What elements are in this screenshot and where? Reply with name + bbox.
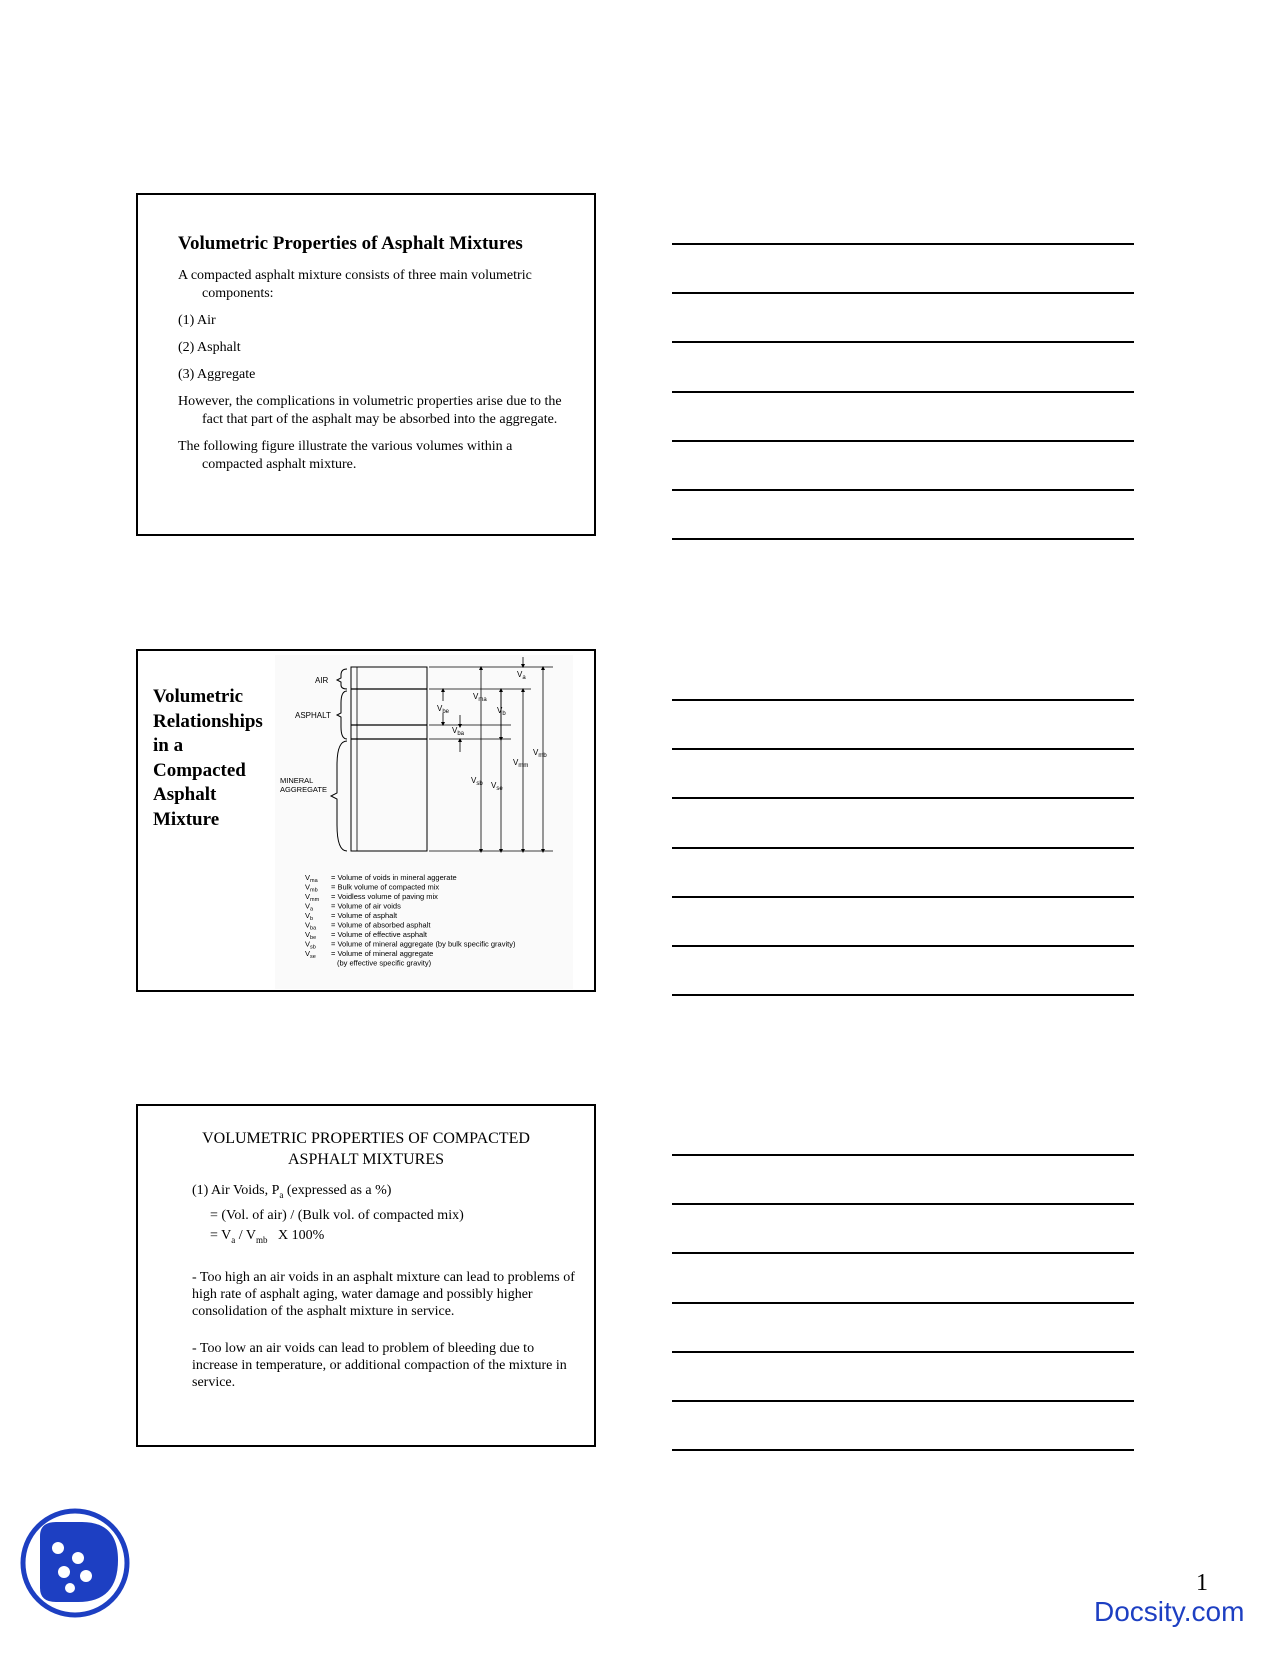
label-asphalt: ASPHALT	[295, 711, 331, 720]
svg-text:= Volume of mineral aggregate: = Volume of mineral aggregate (by bulk specific gravity)	[331, 939, 516, 949]
title-line: VOLUMETRIC PROPERTIES OF COMPACTED	[202, 1130, 530, 1147]
slide-volumetric-properties	[136, 193, 596, 536]
notes-line	[672, 1449, 1134, 1451]
notes-line	[672, 994, 1134, 996]
svg-text:= Volume of voids in mineral a: = Volume of voids in mineral aggerate	[331, 873, 457, 882]
svg-text:= Volume of asphalt: = Volume of asphalt	[331, 911, 398, 920]
low-air-voids-paragraph: - Too low an air voids can lead to problem of bleeding due to increase in temperature, or additional compaction of the mixture in service.	[192, 1340, 567, 1390]
svg-text:Va: $V_a$	[305, 901, 314, 913]
svg-text:(by effective specific gravity: (by effective specific gravity)	[337, 958, 432, 968]
list-item: (2) Asphalt	[178, 340, 241, 355]
diagram-legend	[305, 873, 516, 968]
notes-line	[672, 440, 1134, 442]
slide-title	[158, 1128, 574, 1170]
notes-line	[672, 1154, 1134, 1156]
notes-line	[672, 748, 1134, 750]
notes-line	[672, 292, 1134, 294]
notes-line	[672, 538, 1134, 540]
svg-text:Vmm: $V_{mm}$	[305, 892, 320, 903]
svg-text:= Volume of air voids: = Volume of air voids	[331, 901, 401, 911]
svg-text:Vbe: $V_{be}$	[305, 930, 317, 941]
slide-air-voids	[136, 1104, 596, 1447]
label-vba: $V_{ba}$	[452, 726, 465, 737]
svg-text:Vma: $V_{ma}$	[305, 873, 318, 884]
label-vmb: $V_{mb}$	[533, 748, 547, 759]
notes-line	[672, 341, 1134, 343]
svg-text:Vsb: $V_{sb}$	[305, 939, 316, 951]
slide-body	[192, 1182, 577, 1391]
complication-paragraph: However, the complications in volumetric properties arise due to the fact that part of the asphalt may be absorbed into the aggregate.	[178, 394, 562, 427]
list-item: (1) Air	[178, 313, 216, 328]
svg-text:Vse: $V_{se}$	[305, 949, 316, 960]
svg-text:= Voidless volume of paving mi: = Voidless volume of paving mix	[331, 892, 438, 901]
notes-line	[672, 243, 1134, 245]
volumetric-diagram	[275, 655, 573, 989]
label-aggregate: AGGREGATE	[280, 785, 327, 794]
svg-text:Vb: $V_b$	[305, 911, 314, 922]
intro-paragraph: A compacted asphalt mixture consists of three main volumetric components:	[178, 268, 532, 301]
figure-intro-paragraph: The following figure illustrate the various volumes within a compacted asphalt mixture.	[178, 439, 513, 472]
high-air-voids-paragraph: - Too high an air voids in an asphalt mixture can lead to problems of high rate of asphalt aging, water damage and possibly higher consolidation of the asphalt mixture in service.	[192, 1269, 575, 1319]
notes-line	[672, 847, 1134, 849]
label-vsb: $V_{sb}$	[471, 776, 483, 787]
notes-line	[672, 945, 1134, 947]
mix-column	[351, 667, 427, 851]
notes-line	[672, 1203, 1134, 1205]
slide-volumetric-relationships	[136, 649, 596, 992]
label-air: AIR	[315, 676, 329, 685]
label-mineral: MINERAL	[280, 776, 314, 785]
air-voids-formula: (1) Air Voids, $P_a$ (expressed as a %)	[192, 1183, 392, 1200]
slide-title: Volumetric Relationships in a Compacted Asphalt Mixture	[153, 686, 263, 830]
notes-line	[672, 1302, 1134, 1304]
slide-title: Volumetric Properties of Asphalt Mixtures	[178, 233, 523, 254]
notes-line	[672, 896, 1134, 898]
title-line: ASPHALT MIXTURES	[287, 1151, 445, 1168]
notes-line	[672, 1252, 1134, 1254]
label-va: $V_a$	[517, 670, 526, 681]
formula-ratio: = $V_a / V_{mb}$ X 100%	[210, 1227, 325, 1245]
page-number: 1	[1196, 1570, 1208, 1596]
docsity-logo-icon[interactable]	[20, 1508, 130, 1618]
slide-body	[178, 267, 568, 483]
svg-text:= Bulk volume of compacted mix: = Bulk volume of compacted mix	[331, 882, 440, 892]
list-item: (3) Aggregate	[178, 367, 256, 382]
svg-text:Vba: $V_{ba}$	[305, 920, 317, 932]
docsity-link[interactable]: Docsity.com	[1094, 1596, 1245, 1627]
notes-line	[672, 1400, 1134, 1402]
label-vmm: $V_{mm}$	[513, 758, 529, 769]
notes-line	[672, 391, 1134, 393]
svg-text:= Volume of mineral aggregate: = Volume of mineral aggregate	[331, 949, 434, 958]
label-vb: $V_b$	[497, 706, 506, 717]
notes-line	[672, 1351, 1134, 1353]
notes-line	[672, 489, 1134, 491]
diagram-svg	[275, 655, 573, 989]
svg-text:= Volume of absorbed asphalt: = Volume of absorbed asphalt	[331, 920, 431, 930]
notes-line	[672, 797, 1134, 799]
label-vbe: $V_{be}$	[437, 704, 450, 715]
notes-line	[672, 699, 1134, 701]
formula-definition: = (Vol. of air) / (Bulk vol. of compacted mix)	[210, 1207, 464, 1223]
svg-text:Vmb: $V_{mb}$	[305, 882, 318, 894]
label-vma: $V_{ma}$	[473, 692, 487, 703]
label-vse: $V_{se}$	[491, 781, 503, 792]
svg-text:= Volume of effective asphalt: = Volume of effective asphalt	[331, 930, 427, 939]
